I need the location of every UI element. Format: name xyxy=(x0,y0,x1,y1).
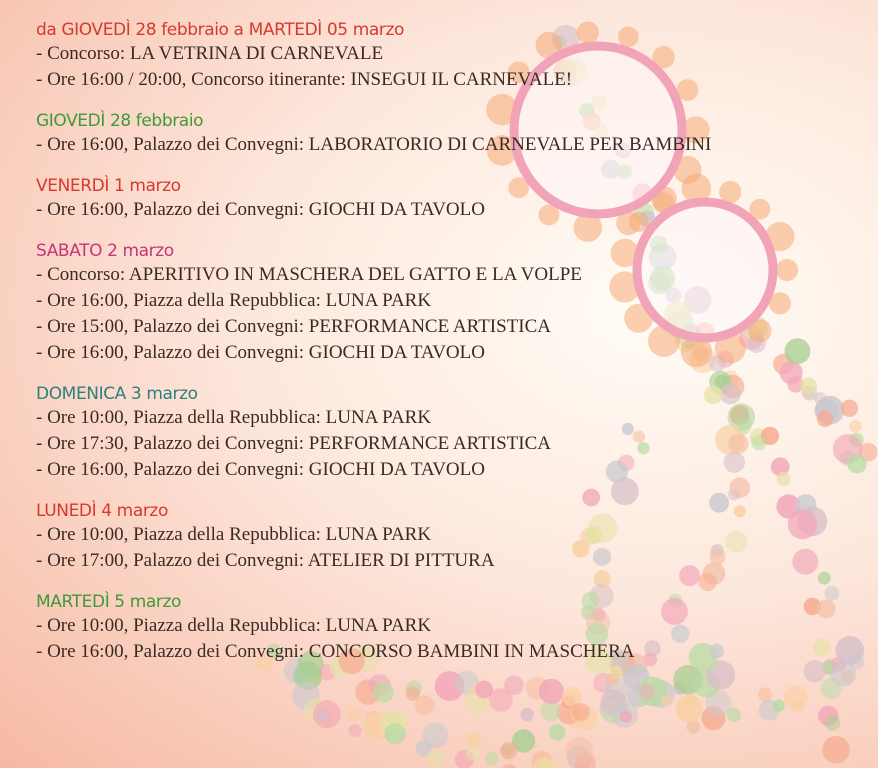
decor-bubble xyxy=(485,752,498,765)
event-item: - Ore 16:00, Palazzo dei Convegni: GIOCHI DA TAVOLO xyxy=(36,199,485,220)
event-item: - Ore 16:00, Palazzo dei Convegni: CONCORSO BAMBINI IN MASCHERA xyxy=(36,641,635,662)
decor-bubble xyxy=(348,724,361,737)
decor-bubble xyxy=(822,736,849,763)
event-item: - Concorso: LA VETRINA DI CARNEVALE xyxy=(36,43,384,64)
event-item: - Ore 10:00, Piazza della Repubblica: LUNA PARK xyxy=(36,407,432,428)
event-item: - Ore 16:00, Palazzo dei Convegni: LABORATORIO DI CARNEVALE PER BAMBINI xyxy=(36,134,712,155)
decor-bubble xyxy=(660,694,672,706)
decor-bubble xyxy=(348,707,361,720)
day-block xyxy=(36,111,866,158)
decor-bubble xyxy=(640,684,655,699)
day-block xyxy=(36,501,866,574)
decor-bubble xyxy=(373,682,394,703)
carnival-program xyxy=(36,20,866,683)
day-block xyxy=(36,176,866,223)
event-item: - Ore 15:00, Palazzo dei Convegni: PERFORMANCE ARTISTICA xyxy=(36,316,551,337)
event-item: - Ore 16:00, Piazza della Repubblica: LUNA PARK xyxy=(36,290,432,311)
decor-bubble xyxy=(423,722,449,748)
decor-bubble xyxy=(758,687,772,701)
day-block xyxy=(36,592,866,665)
day-title: VENERDÌ 1 marzo xyxy=(36,176,181,196)
day-title: LUNEDÌ 4 marzo xyxy=(36,501,168,521)
decor-bubble xyxy=(572,703,590,721)
decor-bubble xyxy=(316,709,328,721)
decor-bubble xyxy=(727,708,741,722)
day-title: SABATO 2 marzo xyxy=(36,241,174,261)
decor-bubble xyxy=(675,695,702,722)
decor-bubble xyxy=(520,708,534,722)
decor-bubble xyxy=(565,737,593,765)
day-title: da GIOVEDÌ 28 febbraio a MARTEDÌ 05 marzo xyxy=(36,20,405,40)
day-title: MARTEDÌ 5 marzo xyxy=(36,592,182,612)
decor-bubble xyxy=(466,746,480,760)
decor-bubble xyxy=(415,695,435,715)
event-item: - Ore 17:30, Palazzo dei Convegni: PERFORMANCE ARTISTICA xyxy=(36,433,551,454)
decor-bubble xyxy=(824,715,840,731)
event-item: - Ore 10:00, Piazza della Repubblica: LUNA PARK xyxy=(36,524,432,545)
decor-bubble xyxy=(620,711,632,723)
day-block xyxy=(36,241,866,366)
event-item: - Ore 10:00, Piazza della Repubblica: LUNA PARK xyxy=(36,615,432,636)
decor-bubble xyxy=(384,723,405,744)
decor-bubble xyxy=(428,750,445,767)
decor-bubble xyxy=(773,700,785,712)
day-block xyxy=(36,20,866,93)
decor-bubble xyxy=(489,688,513,712)
event-item: - Ore 16:00, Palazzo dei Convegni: GIOCHI DA TAVOLO xyxy=(36,459,485,480)
decor-bubble xyxy=(501,764,518,768)
event-item: - Ore 16:00 / 20:00, Concorso itinerante: INSEGUI IL CARNEVALE! xyxy=(36,69,573,90)
day-title: GIOVEDÌ 28 febbraio xyxy=(36,111,204,131)
day-block xyxy=(36,384,866,483)
day-title: DOMENICA 3 marzo xyxy=(36,384,198,404)
event-item: - Ore 17:00, Palazzo dei Convegni: ATELIER DI PITTURA xyxy=(36,550,495,571)
decor-bubble xyxy=(549,724,565,740)
decor-bubble xyxy=(791,699,804,712)
event-item: - Ore 16:00, Palazzo dei Convegni: GIOCHI DA TAVOLO xyxy=(36,342,485,363)
decor-bubble xyxy=(500,742,518,760)
event-item: - Concorso: APERITIVO IN MASCHERA DEL GATTO E LA VOLPE xyxy=(36,264,582,285)
decor-bubble xyxy=(466,732,481,747)
